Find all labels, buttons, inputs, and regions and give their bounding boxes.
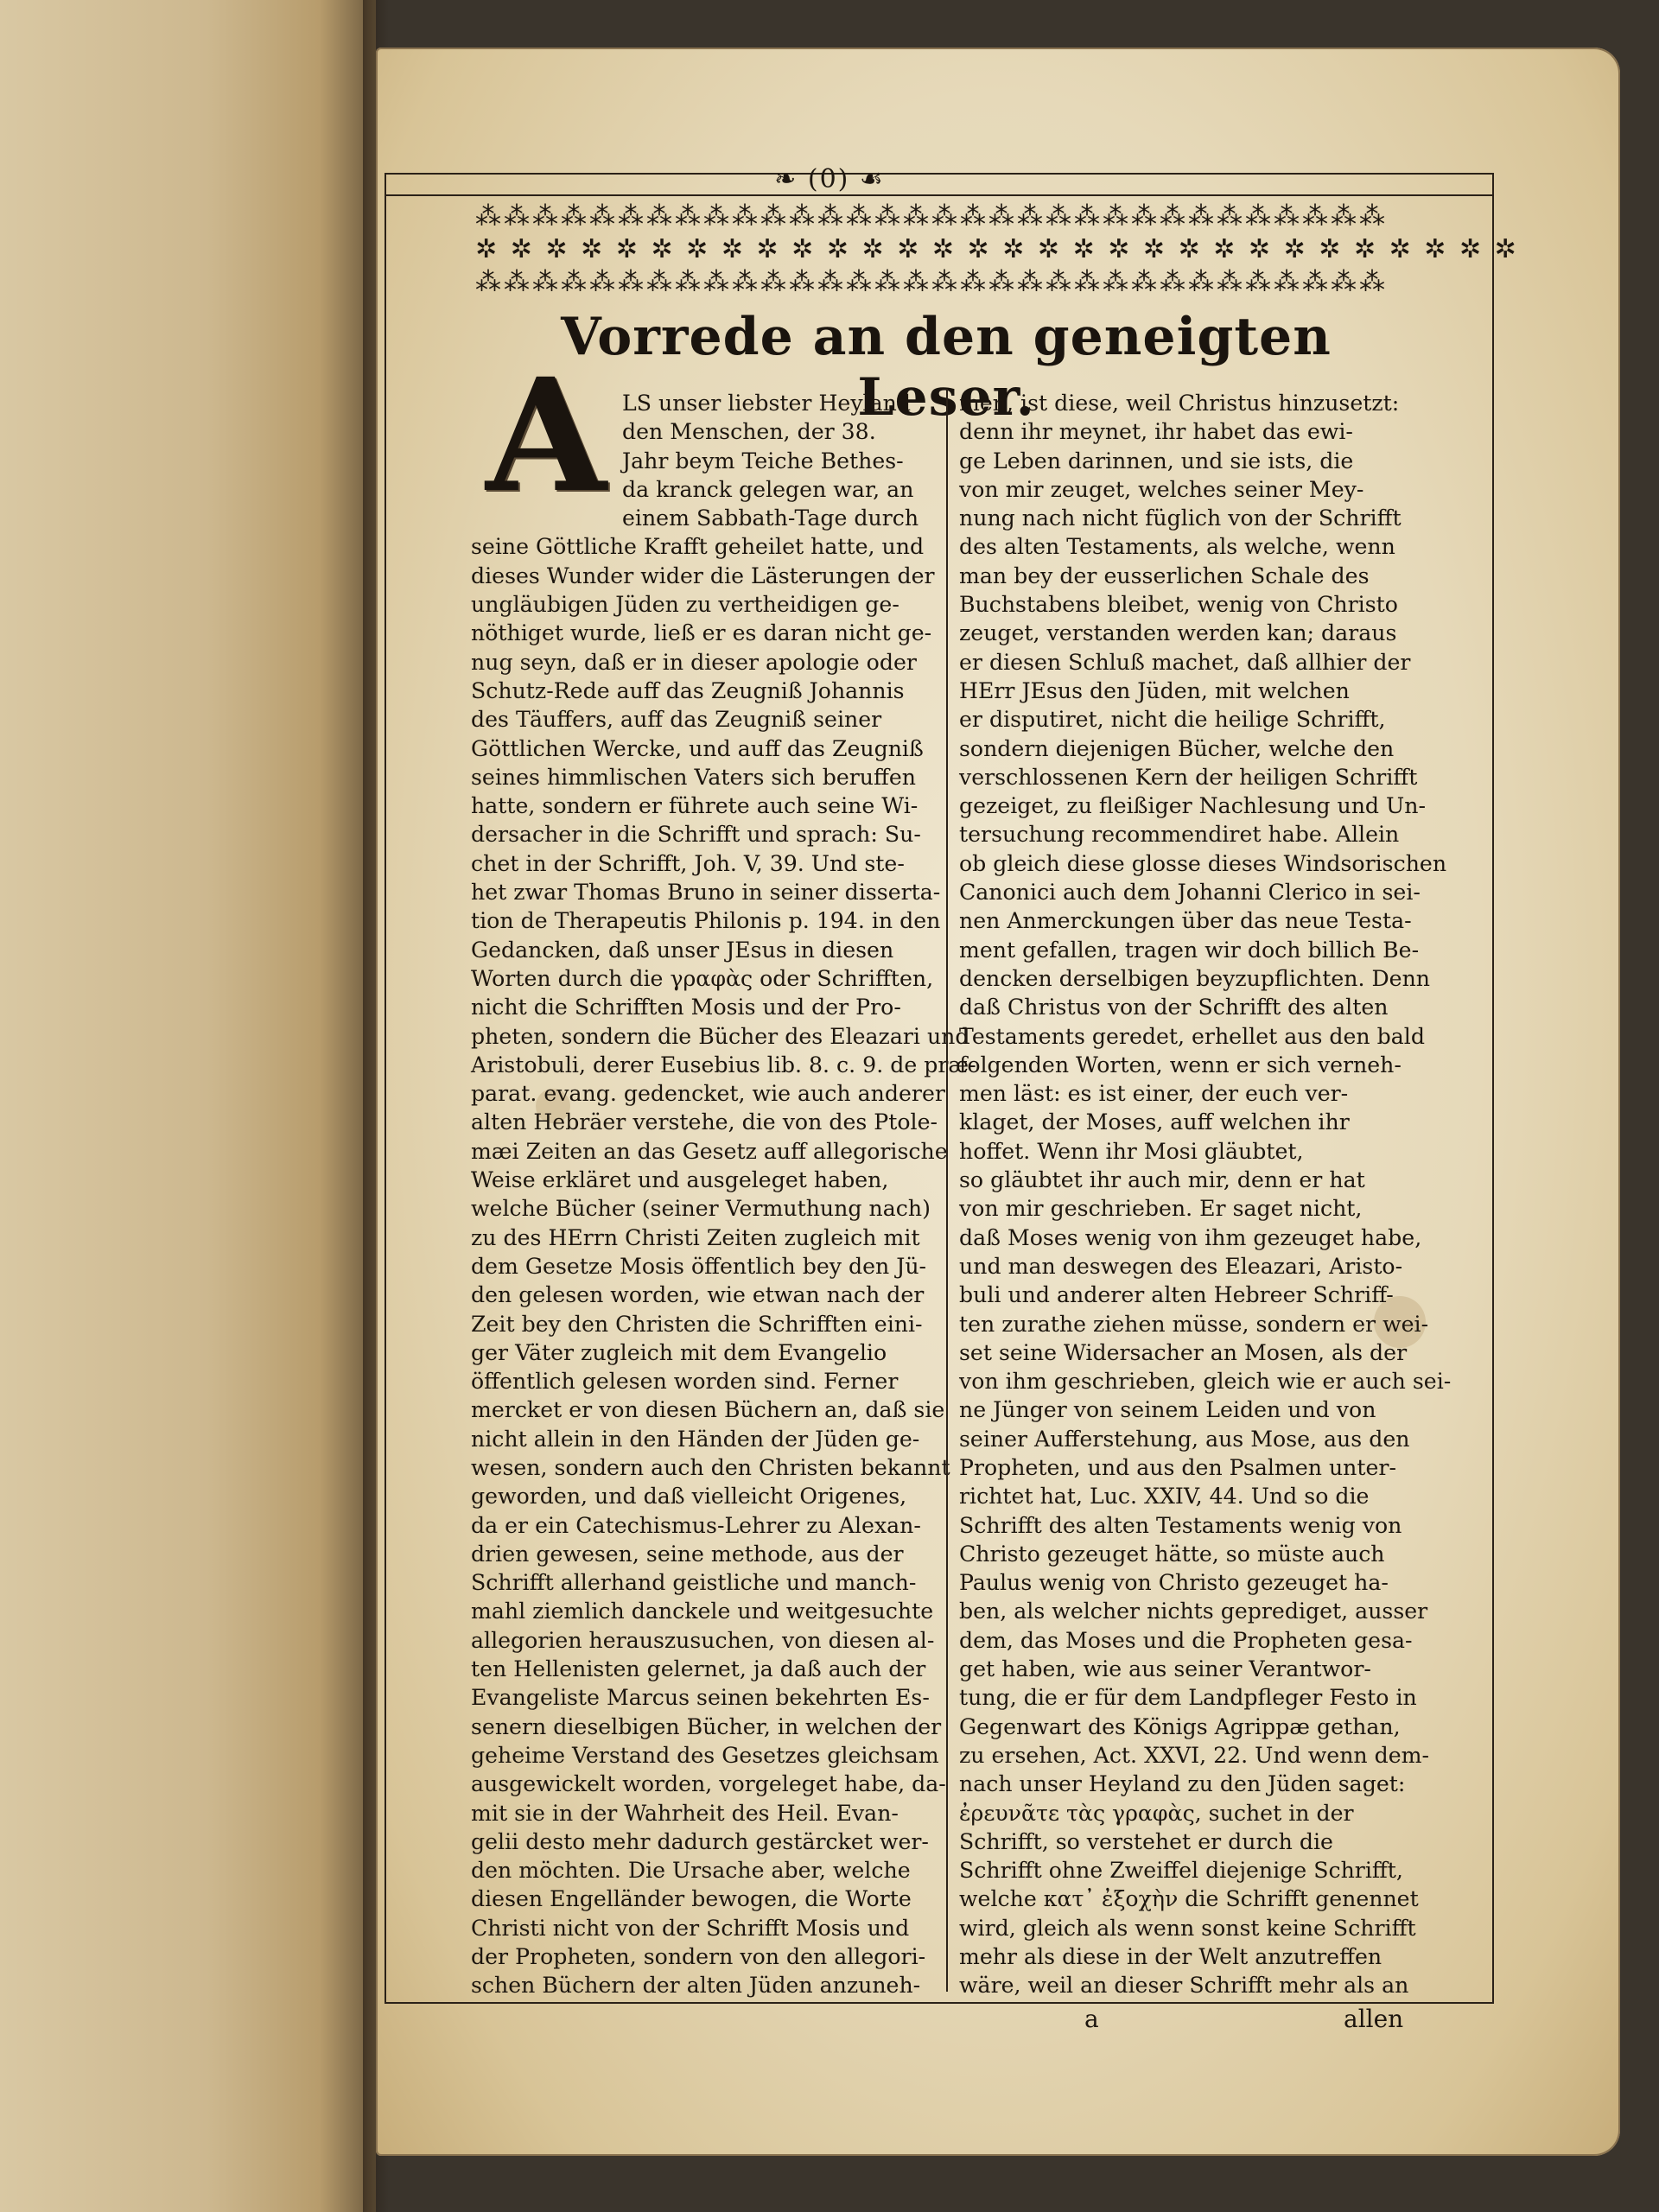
text-line: Schrifft des alten Testaments wenig von	[959, 1512, 1402, 1538]
text-line: wäre, weil an dieser Schrifft mehr als an	[959, 1973, 1409, 1999]
text-line: ne Jünger von seinem Leiden und von	[959, 1397, 1376, 1423]
text-line: so gläubtet ihr auch mir, denn er hat	[959, 1167, 1365, 1193]
text-line: hatte, sondern er führete auch seine Wi-	[471, 793, 918, 819]
text-line: von mir zeuget, welches seiner Mey-	[959, 476, 1364, 502]
header-rule	[385, 194, 1492, 196]
text-line: seine Göttliche Krafft geheilet hatte, und	[471, 534, 925, 560]
ornament-row-top: ⁂⁂⁂⁂⁂⁂⁂⁂⁂⁂⁂⁂⁂⁂⁂⁂⁂⁂⁂⁂⁂⁂⁂⁂⁂⁂⁂⁂⁂⁂⁂⁂	[475, 201, 1388, 232]
text-line: Jahr beym Teiche Bethes-	[622, 448, 904, 474]
ornament-row-bottom: ⁂⁂⁂⁂⁂⁂⁂⁂⁂⁂⁂⁂⁂⁂⁂⁂⁂⁂⁂⁂⁂⁂⁂⁂⁂⁂⁂⁂⁂⁂⁂⁂	[475, 267, 1388, 297]
text-line: er disputiret, nicht die heilige Schrifft,	[959, 707, 1386, 733]
text-line: nen Anmerckungen über das neue Testa-	[959, 908, 1412, 934]
text-line: het zwar Thomas Bruno in seiner disserta-	[471, 880, 941, 906]
text-line: Göttlichen Wercke, und auff das Zeugniß	[471, 735, 924, 761]
text-line: geworden, und daß vielleicht Origenes,	[471, 1484, 907, 1510]
text-line: ge Leben darinnen, und sie ists, die	[959, 448, 1354, 474]
text-line: men läst: es ist einer, der euch ver-	[959, 1081, 1349, 1107]
text-line: nicht allein in den Händen der Jüden ge-	[471, 1426, 920, 1452]
ornament-right-icon: ☙	[859, 164, 885, 194]
text-line: man bey der eusserlichen Schale des	[959, 563, 1370, 588]
text-line: zu des HErrn Christi Zeiten zugleich mit	[471, 1224, 920, 1250]
text-line: Evangeliste Marcus seinen bekehrten Es-	[471, 1685, 930, 1711]
text-line: nach unser Heyland zu den Jüden saget:	[959, 1771, 1406, 1797]
text-line: nug seyn, daß er in dieser apologie oder	[471, 649, 917, 675]
preface-title: Vorrede an den geneigten Leser.	[561, 307, 1332, 428]
text-line: pheten, sondern die Bücher des Eleazari und	[471, 1023, 969, 1049]
text-line: Weise erkläret und ausgeleget haben,	[471, 1167, 889, 1193]
column-divider	[946, 389, 948, 1992]
text-line: denn ihr meynet, ihr habet das ewi-	[959, 419, 1353, 445]
text-line: zu ersehen, Act. XXVI, 22. Und wenn dem-	[959, 1742, 1430, 1768]
text-line: mercket er von diesen Büchern an, daß sie	[471, 1397, 945, 1423]
text-line: einem Sabbath-Tage durch	[622, 505, 919, 531]
text-line: Schrifft allerhand geistliche und manch-	[471, 1570, 917, 1596]
text-line: dem Gesetze Mosis öffentlich bey den Jü-	[471, 1253, 927, 1279]
text-line: Buchstabens bleibet, wenig von Christo	[959, 592, 1398, 618]
text-line: tung, die er für dem Landpfleger Festo in	[959, 1685, 1417, 1711]
page-number: (0)	[807, 164, 850, 194]
text-line: er diesen Schluß machet, daß allhier der	[959, 649, 1411, 675]
text-line: LS unser liebster Heyland	[622, 391, 911, 416]
text-line: mæi Zeiten an das Gesetz auff allegorische	[471, 1138, 948, 1164]
ornament-row-middle: ✲ ✲ ✲ ✲ ✲ ✲ ✲ ✲ ✲ ✲ ✲ ✲ ✲ ✲ ✲ ✲ ✲ ✲ ✲ ✲ ✲ ✲ ✲ ✲ ✲ ✲ ✲ ✲ ✲ ✲	[475, 234, 1519, 264]
ornament-left-icon: ❧	[774, 164, 798, 194]
text-line: nung nach nicht füglich von der Schrifft	[959, 505, 1402, 531]
text-line: drien gewesen, seine methode, aus der	[471, 1541, 904, 1567]
text-line: folgenden Worten, wenn er sich verneh-	[959, 1052, 1402, 1077]
text-line: Schrifft, so verstehet er durch die	[959, 1828, 1333, 1854]
text-line: Gegenwart des Königs Agrippæ gethan,	[959, 1713, 1401, 1739]
text-line: buli und anderer alten Hebreer Schriff-	[959, 1282, 1394, 1308]
text-line: ungläubigen Jüden zu vertheidigen ge-	[471, 592, 899, 618]
text-line: den gelesen worden, wie etwan nach der	[471, 1282, 925, 1308]
text-line: daß Moses wenig von ihm gezeuget habe,	[959, 1224, 1422, 1250]
text-line: mit sie in der Wahrheit des Heil. Evan-	[471, 1800, 899, 1826]
text-line: Schutz-Rede auff das Zeugniß Johannis	[471, 677, 905, 703]
text-line: daß Christus von der Schrifft des alten	[959, 995, 1389, 1020]
signature-mark: a	[1084, 2005, 1099, 2033]
text-line: ten zurathe ziehen müsse, sondern er wei-	[959, 1311, 1429, 1337]
text-line: des Täuffers, auff das Zeugniß seiner	[471, 707, 882, 733]
text-line: da kranck gelegen war, an	[622, 476, 914, 502]
left-page	[0, 0, 376, 2212]
text-line: ob gleich diese glosse dieses Windsorischen	[959, 850, 1447, 876]
text-line: welche κατ᾽ ἐξοχὴν die Schrifft genennet	[959, 1886, 1419, 1912]
text-line: da er ein Catechismus-Lehrer zu Alexan-	[471, 1512, 921, 1538]
text-line: Gedancken, daß unser JEsus in diesen	[471, 937, 894, 963]
text-line: Paulus wenig von Christo gezeuget ha-	[959, 1570, 1389, 1596]
text-line: tersuchung recommendiret habe. Allein	[959, 822, 1400, 848]
text-line: wird, gleich als wenn sonst keine Schrifft	[959, 1915, 1416, 1941]
left-text-column	[471, 389, 976, 1999]
text-line: Zeit bey den Christen die Schrifften eini-	[471, 1311, 923, 1337]
text-line: verschlossenen Kern der heiligen Schrifft	[959, 764, 1418, 790]
text-line: schen Büchern der alten Jüden anzuneh-	[471, 1973, 921, 1999]
text-line: nöthiget wurde, ließ er es daran nicht ge-	[471, 620, 932, 646]
text-line: mehr als diese in der Welt anzutreffen	[959, 1944, 1382, 1970]
text-line: nicht die Schrifften Mosis und der Pro-	[471, 995, 901, 1020]
text-line: seines himmlischen Vaters sich beruffen	[471, 764, 917, 790]
text-line: den Menschen, der 38.	[622, 419, 876, 445]
text-line: Christo gezeuget hätte, so müste auch	[959, 1541, 1385, 1567]
text-line: und man deswegen des Eleazari, Aristo-	[959, 1253, 1403, 1279]
text-line: mahl ziemlich danckele und weitgesuchte	[471, 1599, 934, 1624]
text-line: ἐρευνᾶτε τὰς γραφὰς, suchet in der	[959, 1800, 1354, 1826]
catchword: allen	[1344, 2005, 1404, 2033]
text-line: allegorien herauszusuchen, von diesen al-	[471, 1627, 935, 1653]
page-number-header	[0, 164, 1659, 194]
text-line: chet in der Schrifft, Joh. V, 39. Und ste-	[471, 850, 905, 876]
text-line: des alten Testaments, als welche, wenn	[959, 534, 1395, 560]
text-line: ben, als welcher nichts geprediget, ausser	[959, 1599, 1428, 1624]
text-line: hoffet. Wenn ihr Mosi gläubtet,	[959, 1138, 1304, 1164]
text-line: alten Hebräer verstehe, die von des Ptole-	[471, 1109, 938, 1135]
text-line: ausgewickelt worden, vorgeleget habe, da-	[471, 1771, 946, 1797]
text-line: öffentlich gelesen worden sind. Ferner	[471, 1369, 899, 1395]
text-line: der Propheten, sondern von den allegori-	[471, 1944, 926, 1970]
text-line: Christi nicht von der Schrifft Mosis und	[471, 1915, 910, 1941]
right-text-column	[959, 389, 1452, 1999]
text-line: parat. evang. gedencket, wie auch anderer	[471, 1081, 945, 1107]
text-line: gezeiget, zu fleißiger Nachlesung und Un-	[959, 793, 1427, 819]
text-line: richtet hat, Luc. XXIV, 44. Und so die	[959, 1484, 1370, 1510]
text-line: klaget, der Moses, auff welchen ihr	[959, 1109, 1350, 1135]
text-line: set seine Widersacher an Mosen, als der	[959, 1339, 1408, 1365]
text-line: Schrifft ohne Zweiffel diejenige Schrifft,	[959, 1858, 1403, 1884]
text-line: Propheten, und aus den Psalmen unter-	[959, 1454, 1396, 1480]
text-line: gelii desto mehr dadurch gestärcket wer-	[471, 1828, 929, 1854]
text-line: Testaments geredet, erhellet aus den bald	[959, 1023, 1425, 1049]
text-line: ger Väter zugleich mit dem Evangelio	[471, 1339, 887, 1365]
text-line: tion de Therapeutis Philonis p. 194. in den	[471, 908, 941, 934]
text-line: ten Hellenisten gelernet, ja daß auch der	[471, 1656, 926, 1682]
text-line: HErr JEsus den Jüden, mit welchen	[959, 677, 1350, 703]
text-line: diesen Engelländer bewogen, die Worte	[471, 1886, 912, 1912]
text-line: dersacher in die Schrifft und sprach: Su-	[471, 822, 921, 848]
text-line: dencken derselbigen beyzupflichten. Denn	[959, 965, 1431, 991]
text-line: dieses Wunder wider die Lästerungen der	[471, 563, 935, 588]
text-line: dem, das Moses und die Propheten gesa-	[959, 1627, 1413, 1653]
text-line: ment gefallen, tragen wir doch billich Be-	[959, 937, 1420, 963]
text-line: welche Bücher (seiner Vermuthung nach)	[471, 1196, 931, 1222]
text-line: Canonici auch dem Johanni Clerico in sei-	[959, 880, 1421, 906]
text-line: seiner Aufferstehung, aus Mose, aus den	[959, 1426, 1410, 1452]
text-line: zeuget, verstanden werden kan; daraus	[959, 620, 1397, 646]
text-line: von ihm geschrieben, gleich wie er auch sei-	[959, 1369, 1452, 1395]
text-line: wesen, sondern auch den Christen bekannt	[471, 1454, 950, 1480]
text-line: von mir geschrieben. Er saget nicht,	[959, 1196, 1363, 1222]
text-line: sondern diejenigen Bücher, welche den	[959, 735, 1395, 761]
text-line: geheime Verstand des Gesetzes gleichsam	[471, 1742, 939, 1768]
text-line: Worten durch die γραφὰς oder Schrifften,	[471, 965, 934, 991]
decorated-initial: A	[486, 345, 607, 527]
text-line: get haben, wie aus seiner Verantwor-	[959, 1656, 1371, 1682]
text-line: den möchten. Die Ursache aber, welche	[471, 1858, 911, 1884]
text-line: senern dieselbigen Bücher, in welchen der	[471, 1713, 942, 1739]
text-line: men, ist diese, weil Christus hinzusetzt:	[959, 391, 1400, 416]
text-line: Aristobuli, derer Eusebius lib. 8. c. 9. de præ-	[471, 1052, 976, 1077]
